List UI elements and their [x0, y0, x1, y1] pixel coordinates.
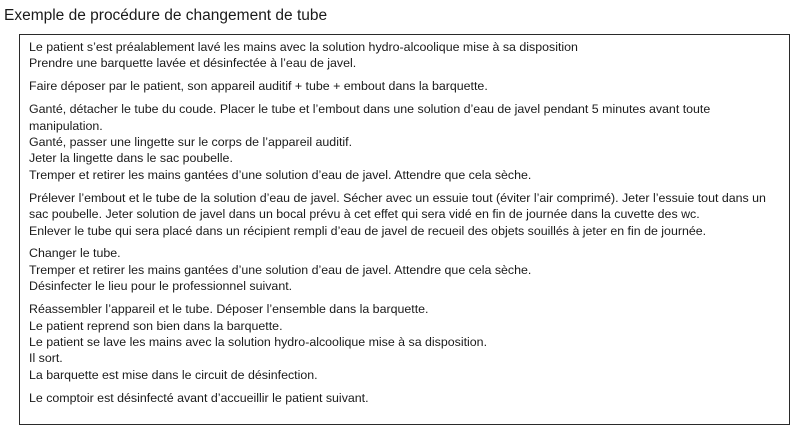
paragraph-hand-washing	[29, 39, 780, 72]
text-line: Ganté, détacher le tube du coude. Placer le tube et l’embout dans une solution d’eau de javel pendant 5 minutes avant toute	[29, 102, 711, 117]
text-line: Faire déposer par le patient, son appareil auditif + tube + embout dans la barquette.	[29, 79, 488, 94]
paragraph-deposit	[29, 78, 780, 94]
text-line: Prélever l’embout et le tube de la solution d’eau de javel. Sécher avec un essuie tout (éviter l’air comprimé). Jeter l’essuie tout dans un	[29, 190, 766, 205]
paragraph-reassemble	[29, 301, 780, 383]
paragraph-change-tube	[29, 245, 780, 294]
text-line: sac poubelle. Jeter solution de javel dans un bocal prévu à cet effet qui sera vidé en fin de journée dans la cuvette des wc.	[29, 207, 700, 222]
text-line: Changer le tube.	[29, 246, 121, 261]
text-line: Le patient s’est préalablement lavé les mains avec la solution hydro-alcoolique mise à sa disposition	[29, 40, 578, 54]
paragraph-counter-disinfected	[29, 390, 780, 406]
text-line: Jeter la lingette dans le sac poubelle.	[29, 151, 233, 166]
text-line: Tremper et retirer les mains gantées d’une solution d’eau de javel. Attendre que cela sèche.	[29, 262, 532, 277]
paragraph-remove-tube	[29, 190, 780, 239]
text-line: Désinfecter le lieu pour le professionnel suivant.	[29, 279, 293, 294]
text-line: Réassembler l’appareil et le tube. Déposer l’ensemble dans la barquette.	[29, 302, 429, 317]
text-line: Ganté, passer une lingette sur le corps de l’appareil auditif.	[29, 135, 353, 150]
text-line: Enlever le tube qui sera placé dans un récipient rempli d’eau de javel de recueil des objets souillés à jeter en fin de journée.	[29, 223, 707, 238]
text-line: Le patient se lave les mains avec la solution hydro-alcoolique mise à sa disposition.	[29, 335, 488, 349]
text-line: manipulation.	[29, 118, 103, 133]
paragraph-soak-tube	[29, 101, 780, 183]
text-line: Tremper et retirer les mains gantées d’une solution d’eau de javel. Attendre que cela sèche.	[29, 167, 532, 182]
page-title: Exemple de procédure de changement de tube	[4, 7, 328, 24]
procedure-box	[19, 34, 790, 425]
text-line: Prendre une barquette lavée et désinfectée à l’eau de javel.	[29, 56, 357, 71]
text-line: La barquette est mise dans le circuit de désinfection.	[29, 367, 318, 382]
text-line: Le patient reprend son bien dans la barquette.	[29, 318, 283, 333]
text-line: Le comptoir est désinfecté avant d’accueillir le patient suivant.	[29, 390, 369, 405]
text-line: Il sort.	[29, 351, 63, 366]
